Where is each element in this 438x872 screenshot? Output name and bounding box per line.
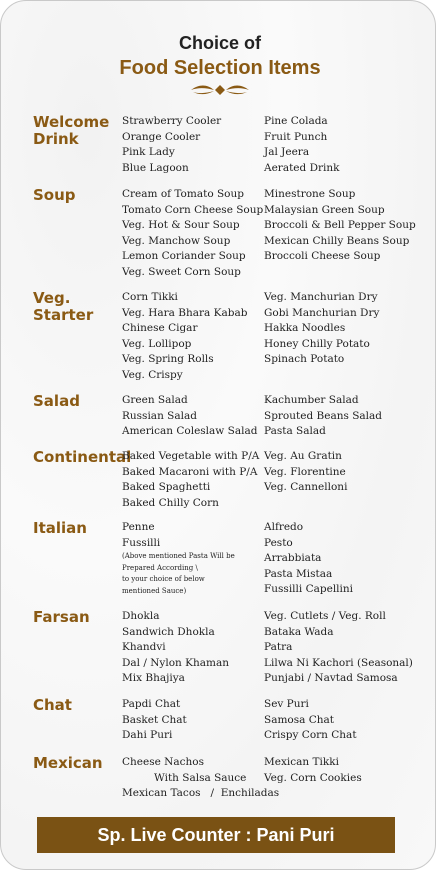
menu-item: Strawberry Cooler bbox=[122, 115, 222, 127]
menu-item: Broccoli & Bell Pepper Soup bbox=[264, 219, 416, 231]
menu-item: Veg. Sweet Corn Soup bbox=[122, 265, 241, 278]
items-column-left bbox=[122, 114, 221, 176]
title-choice-of: Choice of bbox=[178, 33, 261, 53]
menu-item: Veg. Cannelloni bbox=[264, 481, 348, 493]
menu-item: Dal / Nylon Khaman bbox=[122, 656, 229, 669]
menu-item: Tomato Corn Cheese Soup bbox=[122, 203, 264, 216]
items-column-right bbox=[264, 449, 347, 496]
items-column-right bbox=[264, 520, 353, 598]
menu-item: Broccoli Cheese Soup bbox=[264, 250, 381, 262]
items-column-right bbox=[264, 609, 413, 687]
menu-item: Mexican Chilly Beans Soup bbox=[264, 234, 410, 247]
menu-item: Baked Spaghetti bbox=[122, 481, 211, 493]
menu-item: Veg. Spring Rolls bbox=[122, 353, 214, 365]
category-title: Farsan bbox=[33, 608, 90, 626]
menu-item: Veg. Crispy bbox=[122, 368, 183, 381]
menu-item: Chinese Cigar bbox=[122, 322, 198, 334]
items-column-left bbox=[122, 393, 257, 440]
menu-item: Crispy Corn Chat bbox=[264, 729, 357, 741]
menu-item: Hakka Noodles bbox=[264, 322, 346, 334]
menu-item: Fussilli Capellini bbox=[264, 583, 354, 595]
menu-item: Cream of Tomato Soup bbox=[122, 188, 244, 200]
ornament-divider-icon bbox=[187, 83, 253, 97]
items-column-left bbox=[122, 520, 235, 597]
menu-item: Arrabbiata bbox=[264, 552, 322, 564]
menu-item: Bataka Wada bbox=[264, 625, 334, 638]
menu-item: Kachumber Salad bbox=[264, 394, 359, 406]
menu-item: Gobi Manchurian Dry bbox=[264, 306, 380, 319]
menu-item: Minestrone Soup bbox=[264, 188, 356, 200]
menu-item: Fussilli bbox=[122, 536, 161, 549]
menu-item: Baked Macaroni with P/A bbox=[122, 465, 258, 478]
pasta-note: to your choice of below bbox=[122, 575, 205, 583]
live-counter-banner bbox=[37, 817, 395, 853]
title-food-selection: Food Selection Items bbox=[119, 57, 321, 79]
menu-item: Khandvi bbox=[122, 641, 166, 653]
menu-item: Lilwa Ni Kachori (Seasonal) bbox=[264, 656, 413, 669]
category-title: Italian bbox=[33, 519, 87, 537]
menu-item: Veg. Florentine bbox=[264, 465, 346, 478]
live-counter-text: Sp. Live Counter : Pani Puri bbox=[97, 825, 335, 845]
category-title: Salad bbox=[33, 392, 80, 410]
items-column-right bbox=[264, 114, 340, 176]
category-title: Welcome Drink bbox=[33, 113, 110, 148]
menu-item: Veg. Au Gratin bbox=[264, 450, 342, 462]
items-column-right bbox=[264, 187, 416, 265]
pasta-note: mentioned Sauce) bbox=[122, 586, 187, 595]
menu-item: Pasta Salad bbox=[264, 425, 326, 437]
category-title: Mexican bbox=[33, 754, 103, 772]
menu-item: Samosa Chat bbox=[264, 713, 334, 726]
menu-item: Alfredo bbox=[264, 521, 304, 533]
menu-item: Punjabi / Navtad Samosa bbox=[264, 672, 398, 684]
menu-item: Sprouted Beans Salad bbox=[264, 409, 382, 422]
items-column-right bbox=[264, 755, 362, 786]
menu-item: Honey Chilly Potato bbox=[264, 337, 370, 350]
menu-item: Pasta Mistaa bbox=[264, 567, 333, 580]
menu-item: Orange Cooler bbox=[122, 130, 201, 143]
menu-item: Dahi Puri bbox=[122, 729, 173, 741]
menu-item: With Salsa Sauce bbox=[154, 771, 247, 784]
menu-item: Mexican Tacos / Enchiladas bbox=[122, 787, 280, 799]
menu-item: Veg. Lollipop bbox=[122, 337, 192, 350]
menu-item: Penne bbox=[122, 521, 155, 533]
items-column-right bbox=[264, 697, 357, 744]
items-column-left bbox=[122, 697, 187, 744]
menu-item: Green Salad bbox=[122, 394, 188, 406]
menu-item: Blue Lagoon bbox=[122, 161, 189, 174]
menu-item: Baked Chilly Corn bbox=[122, 496, 219, 509]
menu-item: Patra bbox=[264, 641, 293, 653]
menu-item: Mix Bhajiya bbox=[122, 672, 185, 684]
category-title: Chat bbox=[33, 696, 72, 714]
category-title: Soup bbox=[33, 186, 76, 204]
menu-item: Cheese Nachos bbox=[122, 756, 204, 768]
menu-item: Corn Tikki bbox=[122, 291, 178, 303]
menu-item: Veg. Corn Cookies bbox=[264, 771, 362, 784]
category-title: Veg. Starter bbox=[33, 289, 94, 324]
menu-item: Aerated Drink bbox=[264, 161, 340, 174]
menu-item: Veg. Manchow Soup bbox=[122, 234, 231, 247]
items-column-left bbox=[122, 290, 247, 383]
menu-item: Dhokla bbox=[122, 610, 160, 622]
menu-item: Papdi Chat bbox=[122, 698, 181, 710]
menu-item: Pesto bbox=[264, 536, 293, 549]
items-column-right bbox=[264, 290, 379, 368]
menu-item: Veg. Hara Bhara Kabab bbox=[122, 306, 248, 319]
menu-item: Malaysian Green Soup bbox=[264, 203, 385, 216]
menu-item: Sandwich Dhokla bbox=[122, 625, 215, 638]
items-column-left bbox=[122, 755, 279, 802]
menu-item: Baked Vegetable with P/A bbox=[122, 450, 260, 462]
items-column-right bbox=[264, 393, 382, 440]
menu-item: Russian Salad bbox=[122, 409, 197, 422]
items-column-left bbox=[122, 187, 263, 280]
items-column-left bbox=[122, 449, 259, 511]
menu-item: Fruit Punch bbox=[264, 130, 328, 143]
menu-item: American Coleslaw Salad bbox=[122, 425, 258, 437]
menu-item: Jal Jeera bbox=[264, 146, 310, 158]
menu-item: Lemon Coriander Soup bbox=[122, 250, 246, 262]
menu-item: Sev Puri bbox=[264, 698, 309, 710]
pasta-note: Prepared According \ bbox=[122, 563, 198, 572]
category-title: Continental bbox=[33, 448, 132, 466]
menu-item: Pink Lady bbox=[122, 146, 175, 158]
menu-item: Mexican Tikki bbox=[264, 756, 339, 768]
menu-item: Veg. Hot & Sour Soup bbox=[122, 219, 240, 231]
items-column-left bbox=[122, 609, 229, 687]
menu-item: Basket Chat bbox=[122, 713, 187, 726]
menu-item: Pine Colada bbox=[264, 115, 328, 127]
menu-item: Spinach Potato bbox=[264, 353, 345, 365]
menu-item: Veg. Manchurian Dry bbox=[264, 291, 378, 303]
pasta-note: (Above mentioned Pasta Will be bbox=[122, 552, 235, 560]
menu-item: Veg. Cutlets / Veg. Roll bbox=[264, 610, 386, 622]
